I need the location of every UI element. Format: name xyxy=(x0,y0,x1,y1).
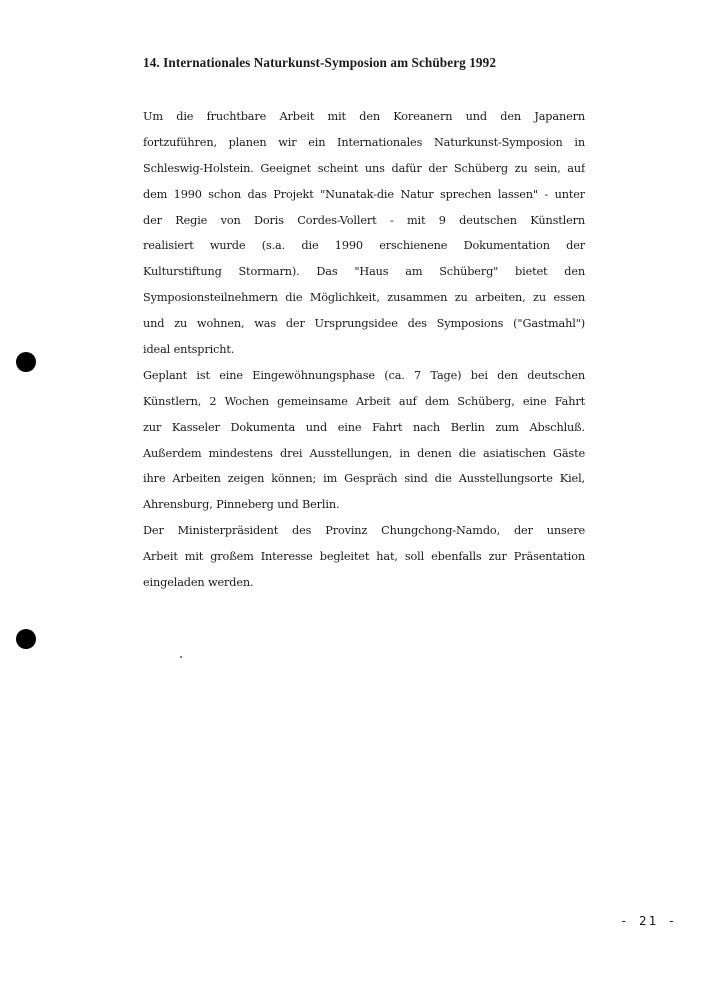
body-text xyxy=(143,104,585,596)
text-line: Künstlern, 2 Wochen gemeinsame Arbeit auf dem Schüberg, eine Fahrt xyxy=(143,394,585,408)
text-line: ideal entspricht. xyxy=(143,343,235,357)
text-line: ihre Arbeiten zeigen können; im Gespräch sind die Ausstellungsorte Kiel, xyxy=(143,472,585,486)
paragraph-3 xyxy=(143,518,585,596)
text-line: Der Ministerpräsident des Provinz Chungchong-Namdo, der unsere xyxy=(143,524,585,538)
text-line: Symposionsteilnehmern die Möglichkeit, zusammen zu arbeiten, zu essen xyxy=(143,291,585,305)
punch-hole-top xyxy=(16,352,36,372)
text-line: Arbeit mit großem Interesse begleitet hat, soll ebenfalls zur Präsentation xyxy=(143,550,585,564)
text-line: fortzuführen, planen wir ein Internationales Naturkunst-Symposion in xyxy=(143,135,585,149)
punch-hole-bottom xyxy=(16,629,36,649)
text-line: zur Kasseler Dokumenta und eine Fahrt nach Berlin zum Abschluß. xyxy=(143,420,585,434)
paragraph-2 xyxy=(143,363,585,518)
text-line: eingeladen werden. xyxy=(143,576,254,590)
text-line: Kulturstiftung Stormarn). Das "Haus am Schüberg" bietet den xyxy=(143,265,585,279)
page-number: - 21 - xyxy=(620,913,678,928)
text-line: und zu wohnen, was der Ursprungsidee des Symposions ("Gastmahl") xyxy=(143,317,585,331)
text-line: Um die fruchtbare Arbeit mit den Koreanern und den Japanern xyxy=(143,110,585,123)
text-line: realisiert wurde (s.a. die 1990 erschienene Dokumentation der xyxy=(143,239,585,253)
section-heading: 14. Internationales Naturkunst-Symposion am Schüberg 1992 xyxy=(143,55,497,70)
text-line: Außerdem mindestens drei Ausstellungen, in denen die asiatischen Gäste xyxy=(143,446,585,460)
text-line: Geplant ist eine Eingewöhnungsphase (ca. 7 Tage) bei den deutschen xyxy=(143,368,585,382)
scan-speck xyxy=(180,656,182,658)
text-line: Schleswig-Holstein. Geeignet scheint uns dafür der Schüberg zu sein, auf xyxy=(143,161,585,175)
text-line: Ahrensburg, Pinneberg und Berlin. xyxy=(143,498,340,512)
text-line: der Regie von Doris Cordes-Vollert - mit 9 deutschen Künstlern xyxy=(143,213,585,227)
text-line: dem 1990 schon das Projekt "Nunatak-die Natur sprechen lassen" - unter xyxy=(143,187,585,201)
paragraph-1 xyxy=(143,104,585,363)
